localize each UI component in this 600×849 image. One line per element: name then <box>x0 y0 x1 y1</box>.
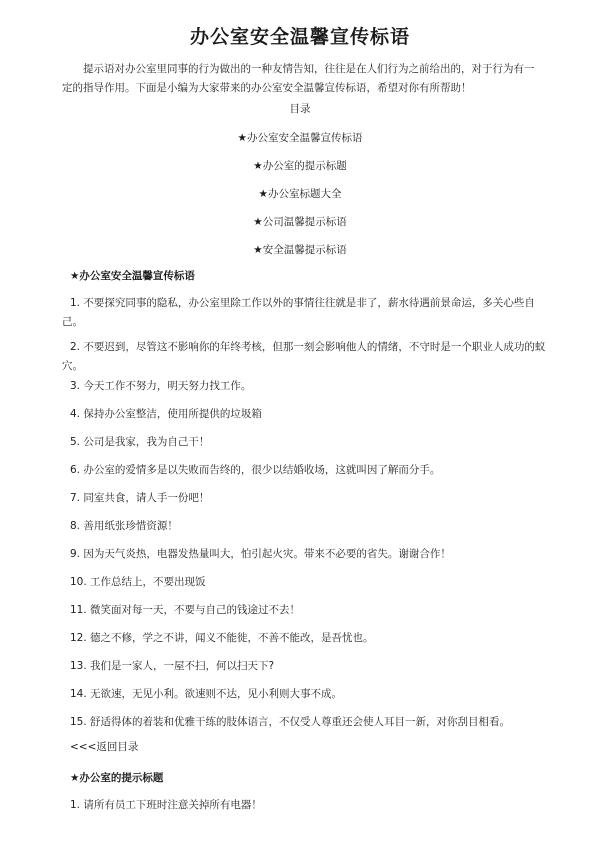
page-title: 办公室安全温馨宣传标语 <box>189 26 410 48</box>
list-item: 7. 同室共食，请人手一份吧！ <box>70 492 210 504</box>
list-item: 1. 不要探究同事的隐私，办公室里除工作以外的事情往往就是非了，薪水待遇前景命运，多关心些自己。 <box>62 297 535 328</box>
toc-item[interactable]: ★安全温馨提示标语 <box>253 244 347 256</box>
toc-item[interactable]: ★办公室安全温馨宣传标语 <box>237 132 363 144</box>
toc-item[interactable]: ★办公室标题大全 <box>258 188 342 200</box>
list-item: 8. 善用纸张珍惜资源！ <box>70 520 178 532</box>
toc-item[interactable]: ★办公室的提示标题 <box>253 160 347 172</box>
list-item: 13. 我们是一家人，一屋不扫，何以扫天下? <box>70 660 275 672</box>
section-heading: ★办公室的提示标题 <box>70 772 164 784</box>
list-item: 3. 今天工作不努力，明天努力找工作。 <box>70 380 252 392</box>
back-to-toc-link[interactable]: <<<返回目录 <box>70 741 139 753</box>
list-item: 2. 不要迟到，尽管这不影响你的年终考核，但那一刻会影响他人的情绪，不守时是一个职业人成功的蚁穴。 <box>62 341 546 372</box>
intro-paragraph: 提示语对办公室里同事的行为做出的一种友情告知，往往是在人们行为之前给出的，对于行为有一定的指导作用。下面是小编为大家带来的办公室安全温馨宣传标语，希望对你有所帮助！ <box>62 63 535 94</box>
list-item: 5. 公司是我家，我为自己干！ <box>70 436 210 448</box>
list-item: 9. 因为天气炎热，电器发热量叫大，怕引起火灾。带来不必要的省失。谢谢合作！ <box>70 548 451 560</box>
list-item: 14. 无欲速，无见小利。欲速则不达，见小利则大事不成。 <box>70 688 343 700</box>
list-item: 4. 保持办公室整洁，使用所提供的垃圾箱 <box>70 408 262 420</box>
list-item: 6. 办公室的爱情多是以失败而告终的，很少以结婚收场，这就叫因了解而分手。 <box>70 464 441 476</box>
list-item: 1. 请所有员工下班时注意关掉所有电器！ <box>70 799 262 811</box>
section-heading: ★办公室安全温馨宣传标语 <box>70 270 195 282</box>
list-item: 11. 微笑面对每一天，不要与自己的钱途过不去！ <box>70 604 301 616</box>
toc-title: 目录 <box>289 103 311 115</box>
toc-item[interactable]: ★公司温馨提示标语 <box>253 216 347 228</box>
list-item: 10. 工作总结上，不要出现饭 <box>70 576 206 588</box>
list-item: 15. 舒适得体的着装和优雅干练的肢体语言，不仅受人尊重还会使人耳目一新，对你刮目相看。 <box>70 716 511 728</box>
list-item: 12. 德之不修，学之不讲，闻义不能徙，不善不能改，是吾忧也。 <box>70 632 374 644</box>
